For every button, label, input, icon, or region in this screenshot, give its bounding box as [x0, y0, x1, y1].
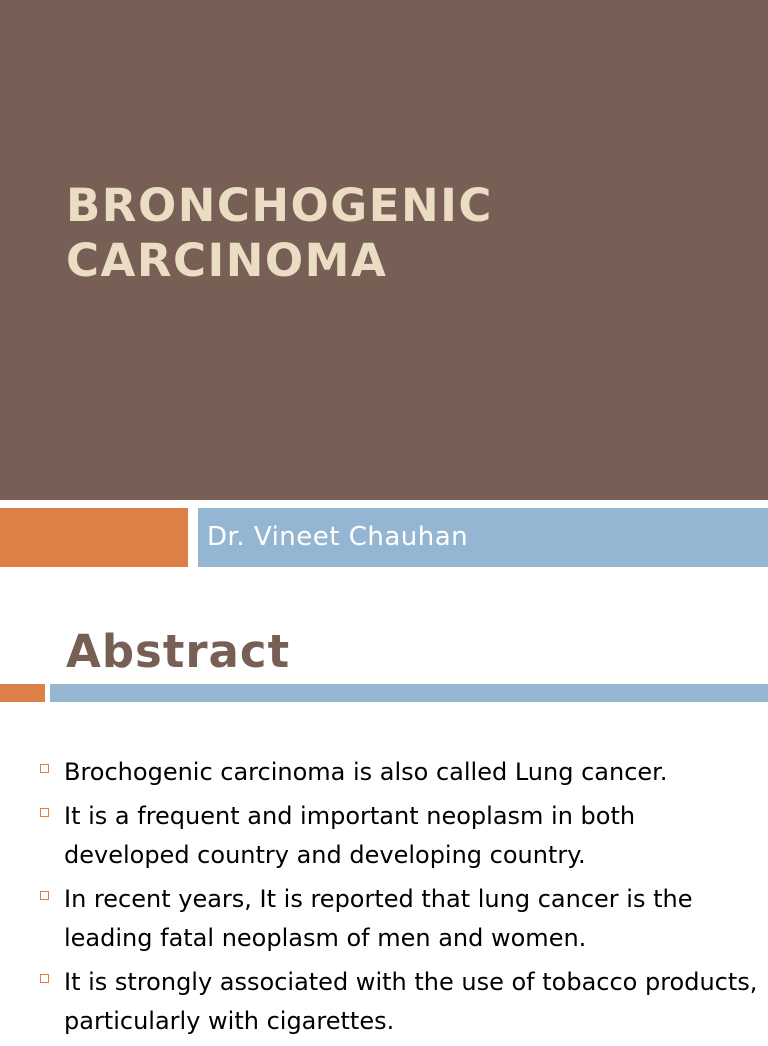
bullet-list — [40, 753, 760, 1046]
bullet-item — [40, 753, 760, 792]
bullet-text: Brochogenic carcinoma is also called Lung cancer. — [64, 758, 668, 786]
hollow-square-bullet-icon — [40, 764, 49, 773]
bullet-text: It is strongly associated with the use of tobacco products, particularly with cigarettes. — [64, 968, 758, 1035]
subtitle-band — [198, 508, 768, 567]
bullet-text: In recent years, It is reported that lung cancer is the leading fatal neoplasm of men and women. — [64, 885, 693, 952]
heading-orange-rule — [0, 684, 45, 702]
slide-title: BRONCHOGENIC CARCINOMA — [66, 179, 493, 287]
section-heading: Abstract — [66, 625, 291, 678]
hollow-square-bullet-icon — [40, 808, 49, 817]
bullet-text: It is a frequent and important neoplasm in both developed country and developing country. — [64, 802, 636, 869]
orange-accent-band — [0, 508, 188, 567]
bullet-item — [40, 880, 760, 958]
slide-subtitle: Dr. Vineet Chauhan — [207, 522, 469, 552]
bullet-item — [40, 963, 760, 1041]
hollow-square-bullet-icon — [40, 974, 49, 983]
title-slide — [0, 0, 768, 500]
bullet-item — [40, 797, 760, 875]
hollow-square-bullet-icon — [40, 891, 49, 900]
heading-blue-rule — [50, 684, 768, 702]
